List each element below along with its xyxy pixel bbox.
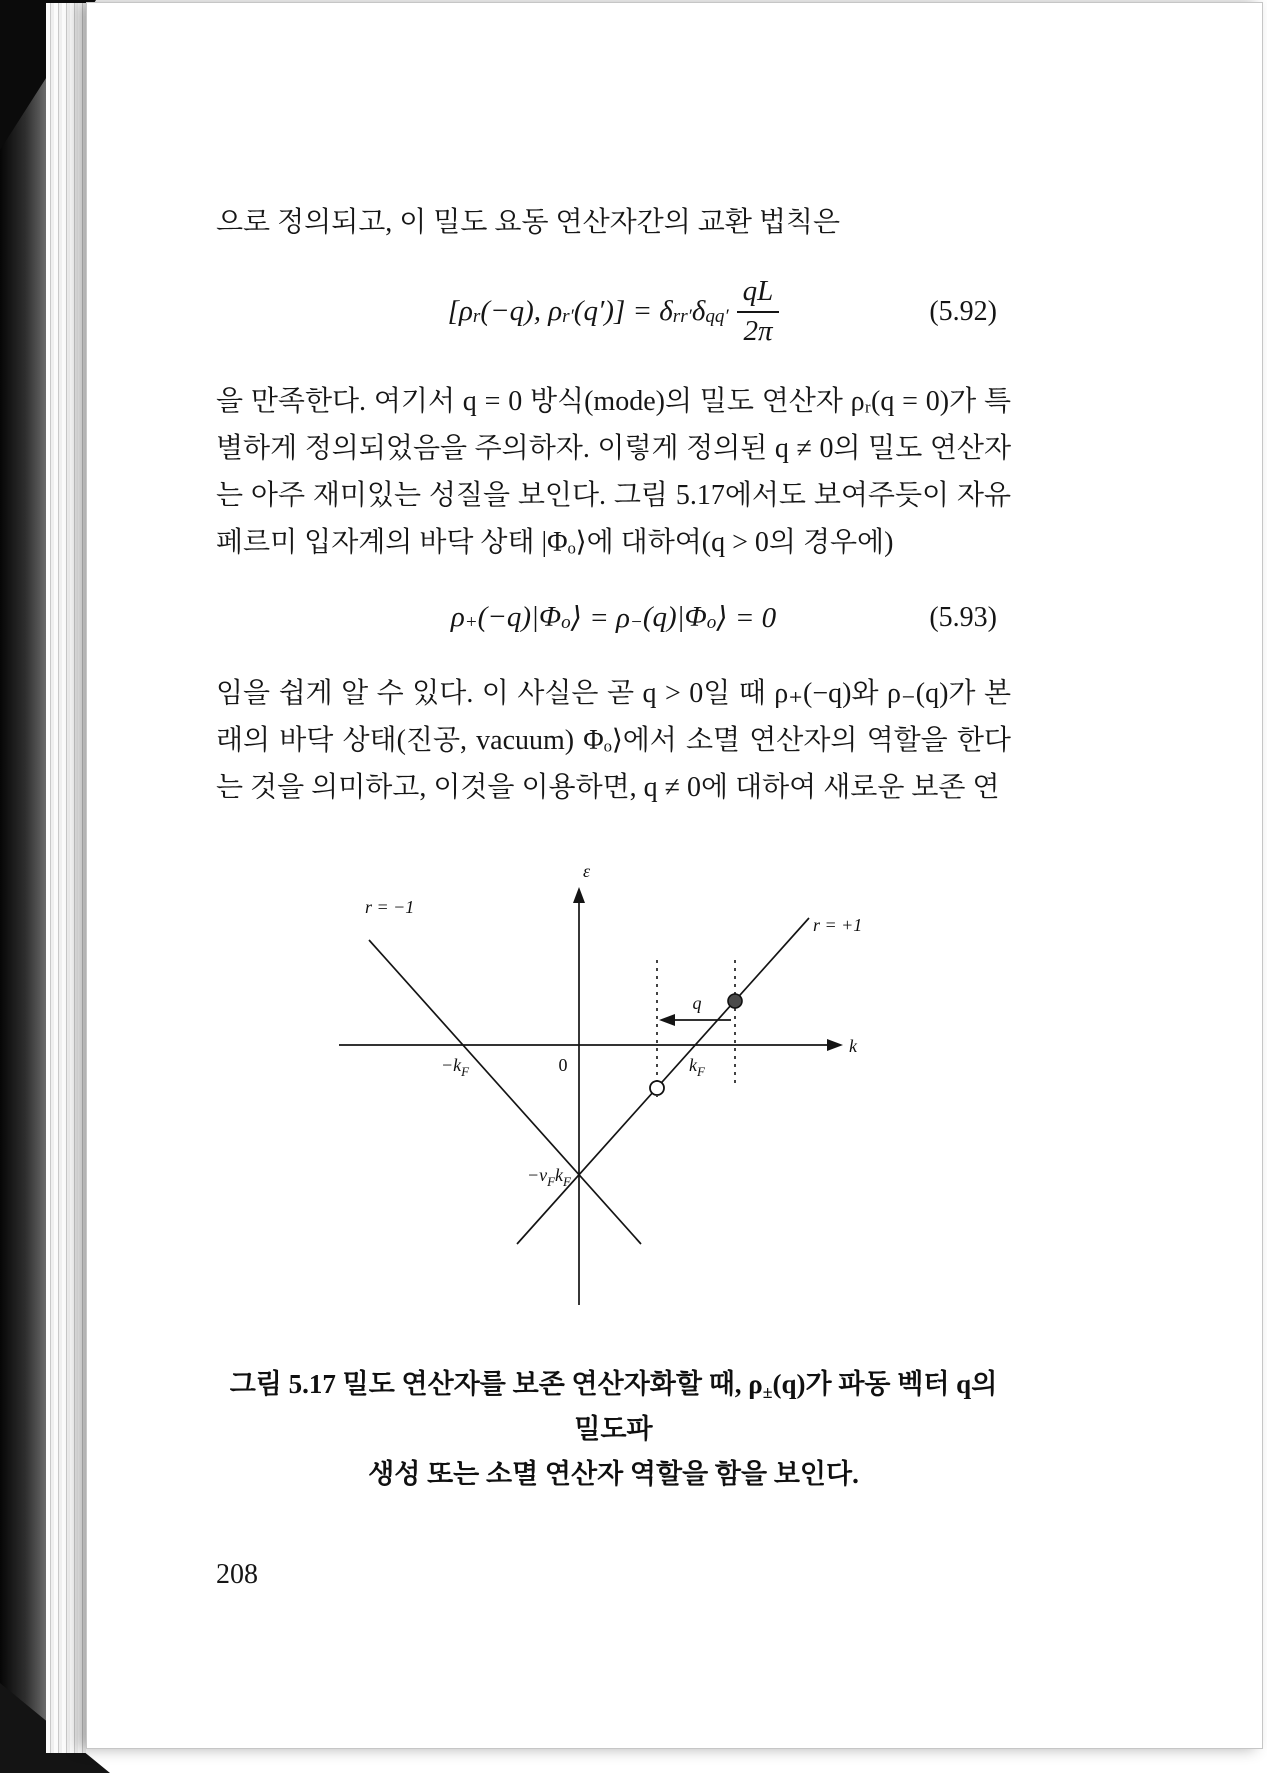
page-content	[87, 3, 1011, 1591]
eq-segment: δ	[691, 295, 706, 328]
paragraph-1: 으로 정의되고, 이 밀도 요동 연산자간의 교환 법칙은	[216, 207, 841, 238]
equation-5-93	[216, 596, 1011, 640]
equation-number-5-92: (5.92)	[929, 295, 997, 327]
eq-segment: (q)|Φ	[642, 601, 707, 634]
equation-5-93-body: ρ $_+$ (−q)|Φ $_o$ ⟩ = ρ $_-$ (q)|Φ $_o$ ⟩ = 0	[450, 601, 777, 635]
book-page	[86, 2, 1263, 1749]
origin-label: 0	[558, 1054, 568, 1075]
q-arrow-head	[659, 1014, 675, 1026]
caption-segment: 그림 5.17 밀도 연산자를 보존 연산자화할 때, ρ	[229, 1368, 763, 1399]
neg-kf-label: $-k_F$	[440, 1054, 470, 1079]
dispersion-diagram	[331, 859, 871, 1317]
paragraph-3: 임을 쉽게 알 수 있다. 이 사실은 곧 q > 0일 때 ρ₊(−q)와 ρ₋(q)가 본래의 바닥 상태(진공, vacuum) Φₒ⟩에서 소멸 연산자의 역할을 한다는 것을 의미하고, 이것을 이용하면, q ≠ 0에 대하여 새로운 보존 연	[216, 677, 1011, 803]
k-axis-arrowhead	[827, 1039, 843, 1051]
fraction-denominator: 2π	[737, 311, 780, 348]
epsilon-axis-arrowhead	[573, 887, 585, 903]
eq-segment: [ρ	[447, 295, 473, 328]
eq-segment: ρ	[450, 601, 465, 634]
eq-segment: ⟩ = 0	[716, 602, 777, 635]
eq-segment: ⟩ = ρ	[570, 602, 630, 635]
equation-number-5-93: (5.93)	[929, 601, 997, 633]
paragraph-2: 을 만족한다. 여기서 q = 0 방식(mode)의 밀도 연산자 ρᵣ(q = 0)가 특별하게 정의되었음을 주의하자. 이렇게 정의된 q ≠ 0의 밀도 연산자는 아주 재미있는 성질을 보인다. 그림 5.17에서도 보여주듯이 자유 페르미 입자계의 바닥 상태 |Φₒ⟩에 대하여(q > 0의 경우에)	[216, 385, 1011, 558]
book-spine-edge	[0, 0, 46, 1773]
equation-5-92	[216, 276, 1011, 348]
fraction-numerator: qL	[742, 275, 774, 307]
particle-filled-circle	[728, 994, 742, 1008]
q-label: q	[692, 992, 702, 1013]
eq-segment: (q′)] = δ	[573, 295, 673, 328]
branch-line-r-minus	[369, 940, 641, 1244]
epsilon-axis-label: ε	[583, 860, 591, 881]
k-axis-label: k	[849, 1035, 857, 1056]
caption-segment: (q)가 파동 벡터 q의 밀도파	[574, 1368, 998, 1444]
kf-label: $k_F$	[689, 1054, 705, 1079]
page-stack-edge	[46, 3, 86, 1753]
r-minus-label: r = −1	[365, 896, 415, 917]
figure-caption-line-1	[216, 1362, 1011, 1452]
equation-5-92-body: [ρ $_r$ (−q), ρ $_{r'}$ (q′)] = δ $_{rr'}$ δ $_{qq'}$ $\frac{qL}{2\pi}$	[448, 276, 780, 348]
fraction	[737, 276, 780, 348]
page-number: 208	[216, 1558, 258, 1590]
eq-segment: (−q)|Φ	[477, 601, 562, 634]
caption-subscript: ±	[762, 1381, 773, 1402]
hole-open-circle	[650, 1081, 664, 1095]
figure-caption-line-2: 생성 또는 소멸 연산자 역할을 함을 보인다.	[368, 1458, 859, 1489]
figure-5-17	[331, 859, 1011, 1322]
branch-line-r-plus	[517, 918, 809, 1244]
r-plus-label: r = +1	[813, 914, 863, 935]
neg-vfkf-label: $-v_Fk_F$	[526, 1164, 571, 1189]
eq-segment: (−q), ρ	[480, 295, 563, 328]
figure-caption	[216, 1362, 1011, 1497]
